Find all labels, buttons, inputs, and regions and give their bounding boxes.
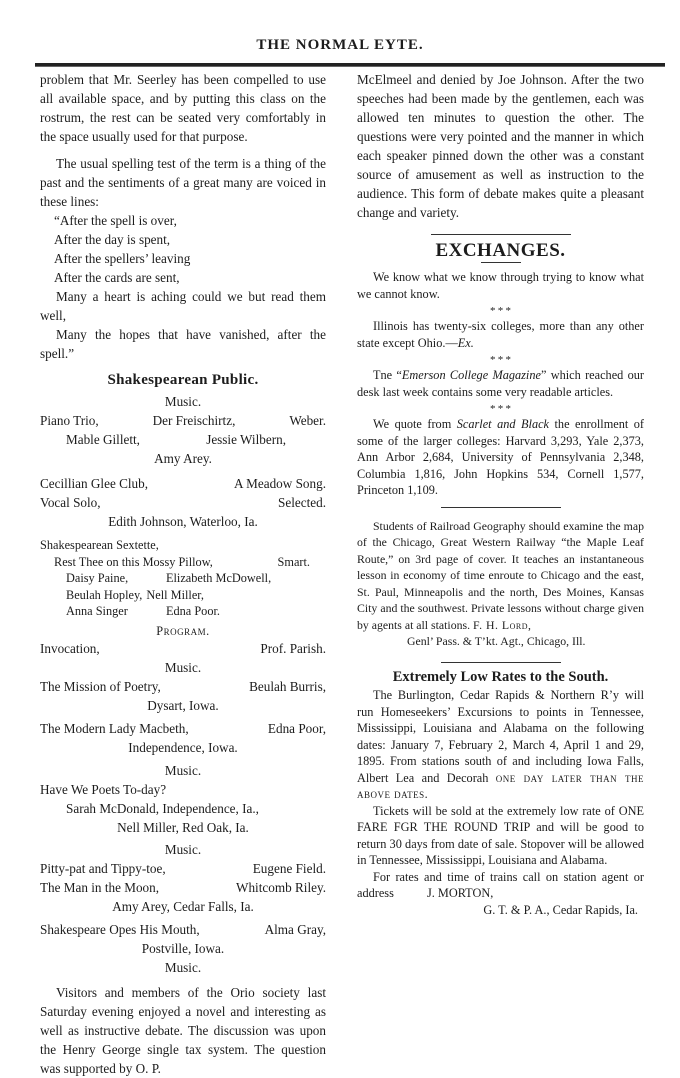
poem-line: After the cards are sent, (54, 270, 180, 285)
magazine-title: Emerson College Magazine (401, 368, 541, 382)
exchange-text: Illinois has twenty-six colleges, more than any other state except Ohio.— (357, 319, 644, 350)
ad-signer-title: Genl’ Pass. & T’kt. Agt., Chicago, Ill. (407, 634, 586, 648)
exchange-item (357, 367, 644, 400)
exchange-item (357, 416, 644, 499)
member: Nell Miller, (146, 587, 204, 602)
program-item-piano-trio (40, 411, 326, 430)
music-heading: Music. (164, 960, 202, 975)
member: Anna Singer (66, 604, 128, 618)
contact-title: G. T. & P. A., Cedar Rapids, Ia. (483, 902, 638, 917)
performer: Jessie Wilbern, (206, 432, 286, 447)
performers-line (40, 430, 326, 449)
item-label: The Man in the Moon, (40, 880, 160, 895)
item-by: Sarah McDonald, Independence, Ia., (66, 801, 259, 816)
item-label: The Mission of Poetry, (40, 679, 161, 694)
music-heading: Music. (164, 763, 202, 778)
page-header: THE NORMAL EYTE. (256, 37, 424, 53)
item-label: Vocal Solo, (40, 495, 101, 510)
performer: Edith Johnson, Waterloo, Ia. (108, 514, 258, 529)
header-rule (35, 63, 665, 67)
shakespearean-public-title: Shakespearean Public. (107, 372, 259, 388)
poem-line: After the day is spent, (54, 232, 171, 247)
program-item-man-in-moon (40, 878, 326, 897)
program-item-lady-macbeth (40, 719, 326, 738)
item-by: Alma Gray, (264, 922, 326, 937)
performer: Amy Arey. (154, 451, 212, 466)
debate-continuation: McElmeel and denied by Joe Johnson. After the two speeches had been made by the gentlemen, each was allowed ten minutes to question the other. The questions were very pointed and the manner in which each speaker pinned down the other was a constant source of amusement as well as instruction to the audience. This form of debate makes quite a pleasant change and variety. (357, 72, 644, 220)
member: Elizabeth McDowell, (166, 571, 272, 585)
member: Edna Poor. (166, 604, 220, 618)
item-by: Nell Miller, Red Oak, Ia. (117, 820, 249, 835)
low-rates-paragraph (357, 869, 644, 902)
program-item-shakespeare-opes (40, 920, 326, 939)
item-by: Prof. Parish. (260, 641, 326, 656)
item-label: Cecillian Glee Club, (40, 476, 149, 491)
ad-text-caps: one day later than the above dates. (357, 770, 644, 801)
exchange-item: We know what we know through trying to know what we cannot know. (357, 270, 644, 301)
poem-line: Many a heart is aching could we but read them well, (40, 289, 326, 323)
right-column (357, 70, 644, 918)
left-column (40, 70, 326, 1078)
item-label: Shakespeare Opes His Mouth, (40, 922, 200, 937)
contact-name: J. MORTON, (426, 886, 494, 900)
low-rates-paragraph (357, 687, 644, 803)
poem-line: After the spellers’ leaving (54, 251, 191, 266)
ad-text: The Burlington, Cedar Rapids & Northern R’y will run Homeseekers’ Excursions to points in Tennessee, Mississippi, Louisiana and Alabama on the following dates: January 7, February 2, March 4, April 1 and 29, 1895. From stations south of and including Iowa Falls, Albert Lea and Decorah (357, 688, 644, 785)
ad-text: For rates and time of trains call on station agent or address (357, 869, 644, 900)
railroad-ad (357, 518, 644, 634)
item-piece: Der Freischirtz, (152, 413, 236, 428)
sextette-piece (40, 554, 326, 571)
asterism-divider: * * * (490, 354, 511, 366)
item-label: Pitty-pat and Tippy-toe, (40, 861, 166, 876)
sextette-label: Shakespearean Sextette, (40, 538, 159, 552)
member: Beulah Hopley, (66, 587, 143, 602)
poem (40, 211, 326, 363)
paper-title: Scarlet and Black (456, 417, 550, 431)
asterism-divider: * * * (490, 403, 511, 415)
exchanges-block (357, 269, 644, 918)
performer: Amy Arey, Cedar Falls, Ia. (112, 899, 254, 914)
program-item-mission-of-poetry (40, 677, 326, 696)
item-piece: A Meadow Song. (234, 476, 326, 491)
exchange-text: We quote from (373, 417, 457, 431)
intro-paragraph: problem that Mr. Seerley has been compelled to use all available space, and by putting this class on the rostrum, the rest can be seated very comfortably in the space usually used for that purpose. (40, 72, 326, 144)
item-piece: Selected. (278, 495, 326, 510)
sextette-member-row (40, 587, 326, 604)
music-heading: Music. (164, 842, 202, 857)
item-piece: Rest Thee on this Mossy Pillow, (54, 554, 213, 569)
program-item-vocal-solo (40, 493, 326, 512)
item-label: Piano Trio, (40, 413, 99, 428)
item-by: Beulah Burris, (249, 679, 326, 694)
item-author: Whitcomb Riley. (236, 880, 326, 895)
exchange-text: ” which reached our desk last week contains some very readable articles. (357, 368, 644, 399)
item-place: Dysart, Iowa. (147, 698, 219, 713)
item-place: Independence, Iowa. (128, 740, 238, 755)
exchange-text: Tne “ (373, 368, 402, 382)
item-label: Invocation, (40, 641, 100, 656)
sextette-member-row (40, 570, 326, 587)
music-heading: Music. (164, 660, 202, 675)
program-item-poets-today: Have We Poets To-day? (40, 782, 167, 797)
item-composer: Smart. (277, 554, 310, 569)
section-divider (431, 234, 571, 235)
ad-signer: F. H. Lord, (473, 617, 532, 632)
performer: Mable Gillett, (66, 432, 140, 447)
program-item-glee-club (40, 474, 326, 493)
title-underline (481, 262, 521, 263)
sextette-member-row (40, 603, 326, 620)
item-author: Eugene Field. (252, 861, 326, 876)
sextette-block (40, 537, 326, 639)
item-label: The Modern Lady Macbeth, (40, 721, 189, 736)
section-divider (441, 507, 561, 508)
program-item-invocation (40, 639, 326, 658)
low-rates-title: Extremely Low Rates to the South. (392, 668, 609, 685)
asterism-divider: * * * (490, 305, 511, 317)
program-item-pitty-pat (40, 859, 326, 878)
poem-line: “After the spell is over, (54, 213, 177, 228)
spelling-paragraph: The usual spelling test of the term is a thing of the past and the sentiments of a great many are voiced in these lines: (40, 156, 326, 209)
poem-line: Many the hopes that have vanished, after the spell.” (40, 327, 326, 361)
low-rates-paragraph: Tickets will be sold at the extremely low rate of ONE FARE FGR THE ROUND TRIP and will be good to return 30 days from date of sale. Stopover will be allowed in Tennessee, Mississippi, Louisiana and Alabama. (357, 803, 644, 867)
ad-text: Students of Railroad Geography should examine the map of the Chicago, Great Western Railway “the Maple Leaf Route,” on 3rd page of cover. It teaches an instantaneous lesson in economy of time enroute to Chicago and the east, St. Paul, Minneapolis and the north, Des Moines, Kansas City and the southwest. Private lessons without charge given by agents at all stations. (357, 518, 644, 632)
item-place: Postville, Iowa. (141, 941, 225, 956)
exchange-source: Ex. (457, 335, 474, 350)
member: Daisy Paine, (66, 571, 129, 585)
item-by: Edna Poor, (267, 721, 326, 736)
program-heading: Program. (156, 623, 210, 638)
exchange-text: the enrollment of some of the larger colleges: Harvard 3,293, Yale 2,373, Ann Arbor 2,684, University of Pennsylvania 2,348, Columbia 1,816, John Hopkins 534, Cornell 1,577, Princeton 1,109. (357, 417, 645, 497)
exchanges-title: EXCHANGES. (435, 240, 566, 261)
exchange-item (357, 318, 644, 351)
orio-paragraph: Visitors and members of the Orio society last Saturday evening enjoyed a novel and interesting as well as instructive debate. The discussion was upon the Henry George single tax system. The question was supported by O. P. (40, 985, 326, 1076)
item-composer: Weber. (289, 413, 326, 428)
music-heading: Music. (164, 394, 202, 409)
section-divider (441, 662, 561, 663)
